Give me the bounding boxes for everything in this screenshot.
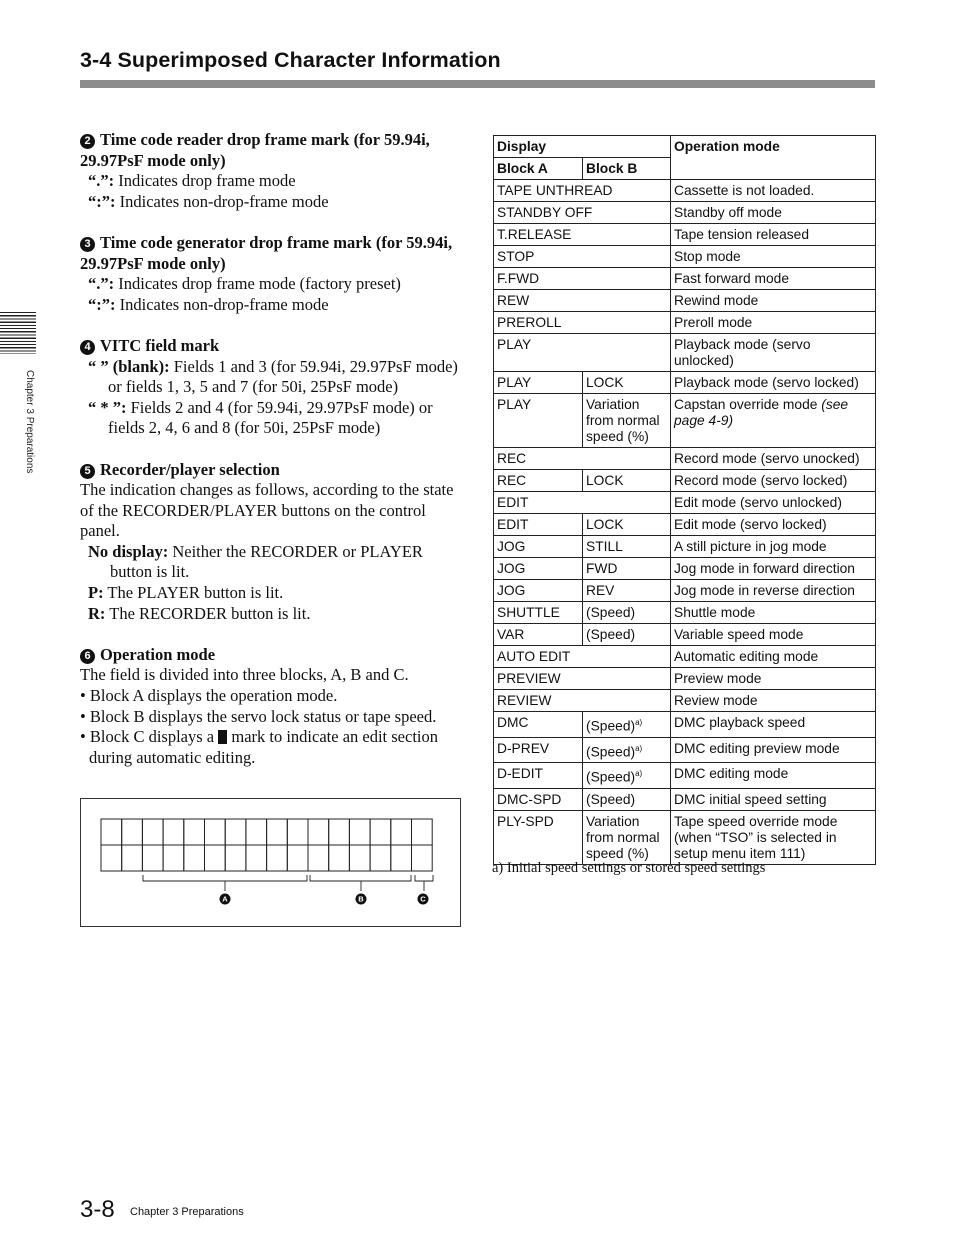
table-row [494, 492, 876, 514]
definition-item: “:”: Indicates non-drop-frame mode [88, 294, 329, 314]
character-cell [205, 819, 226, 845]
cell-block-a: PREROLL [494, 312, 671, 334]
character-cell [122, 819, 143, 845]
section-4 [80, 336, 462, 439]
bullet-item: • Block C displays a mark to indicate an edit section during automatic editing. [80, 727, 438, 767]
left-column [80, 130, 462, 789]
character-cell [370, 819, 391, 845]
section-3-heading [80, 233, 462, 274]
cell-operation-mode: Preview mode [671, 668, 876, 690]
table-row [494, 268, 876, 290]
cell-operation-mode: Preroll mode [671, 312, 876, 334]
header-block-a: Block A [494, 158, 583, 180]
number-5-icon: 5 [80, 464, 95, 479]
bullet-item: • Block A displays the operation mode. [80, 686, 338, 706]
cell-operation-mode: Automatic editing mode [671, 646, 876, 668]
cell-block-b: REV [583, 580, 671, 602]
table-row [494, 470, 876, 492]
character-cell [391, 845, 412, 871]
cell-block-a: DMC [494, 712, 583, 738]
cell-block-a: PLAY [494, 334, 671, 372]
label-b: B [358, 894, 364, 904]
table-row [494, 763, 876, 789]
definition-item: “.”: Indicates drop frame mode [88, 171, 296, 191]
cell-block-a: T.RELEASE [494, 224, 671, 246]
footnote-ref: a) [635, 743, 643, 753]
character-cell [184, 845, 205, 871]
character-cell [142, 845, 163, 871]
character-cell [267, 819, 288, 845]
cell-operation-mode: Rewind mode [671, 290, 876, 312]
section-4-heading [80, 336, 462, 357]
chapter-tab-marker [0, 312, 36, 354]
cell-block-a: JOG [494, 536, 583, 558]
number-6-icon: 6 [80, 649, 95, 664]
character-cell [267, 845, 288, 871]
page-number: 3-8 [80, 1196, 115, 1223]
table-row [494, 514, 876, 536]
cell-block-a: EDIT [494, 492, 671, 514]
cell-block-b: Variation from normal speed (%) [583, 810, 671, 864]
character-cells-diagram [81, 799, 460, 926]
table-row [494, 394, 876, 448]
table-row [494, 180, 876, 202]
cell-operation-mode: DMC editing preview mode [671, 737, 876, 763]
cell-block-b: LOCK [583, 470, 671, 492]
cell-operation-mode: Jog mode in reverse direction [671, 580, 876, 602]
cell-operation-mode: Review mode [671, 690, 876, 712]
display-block-diagram [80, 798, 461, 927]
character-cell [225, 845, 246, 871]
character-cell [142, 819, 163, 845]
cell-block-a: D-EDIT [494, 763, 583, 789]
character-cell [391, 819, 412, 845]
table-row [494, 372, 876, 394]
table-row [494, 246, 876, 268]
label-a: A [222, 894, 228, 904]
cell-block-a: VAR [494, 624, 583, 646]
header-operation-mode: Operation mode [671, 136, 876, 180]
cell-block-a: EDIT [494, 514, 583, 536]
table-row [494, 624, 876, 646]
cell-block-a: DMC-SPD [494, 788, 583, 810]
cell-block-b: FWD [583, 558, 671, 580]
table-row [494, 448, 876, 470]
cell-block-a: TAPE UNTHREAD [494, 180, 671, 202]
cell-operation-mode: Playback mode (servo unlocked) [671, 334, 876, 372]
table-row [494, 202, 876, 224]
number-2-icon: 2 [80, 134, 95, 149]
edit-mark-icon [218, 730, 227, 744]
section-5-intro: The indication changes as follows, according to the state of the RECORDER/PLAYER buttons on the control panel. [80, 480, 454, 541]
cell-block-b: LOCK [583, 514, 671, 536]
section-3 [80, 233, 462, 315]
cell-block-b: (Speed) [583, 624, 671, 646]
cell-block-a: STOP [494, 246, 671, 268]
character-cell [184, 819, 205, 845]
cell-block-b: (Speed) [583, 602, 671, 624]
table-row [494, 810, 876, 864]
cell-operation-mode: Edit mode (servo locked) [671, 514, 876, 536]
header-block-b: Block B [583, 158, 671, 180]
table-row [494, 290, 876, 312]
table-row [494, 712, 876, 738]
cell-block-a: REW [494, 290, 671, 312]
cell-block-a: PLY-SPD [494, 810, 583, 864]
table-row [494, 334, 876, 372]
cell-block-a: JOG [494, 580, 583, 602]
table-row [494, 224, 876, 246]
cell-operation-mode: A still picture in jog mode [671, 536, 876, 558]
cell-operation-mode: Record mode (servo locked) [671, 470, 876, 492]
definition-item: “ ” (blank): Fields 1 and 3 (for 59.94i, 29.97PsF mode) or fields 1, 3, 5 and 7 (for 50i, 25PsF mode) [88, 356, 458, 397]
section-5-heading [80, 460, 462, 481]
table-row [494, 737, 876, 763]
character-cell [225, 819, 246, 845]
label-c: C [420, 894, 426, 904]
cell-block-a: STANDBY OFF [494, 202, 671, 224]
footnote-ref: a) [635, 718, 643, 727]
cell-block-a: REC [494, 470, 583, 492]
operation-mode-table [493, 135, 876, 865]
bullet-item: • Block B displays the servo lock status or tape speed. [80, 706, 437, 726]
cell-block-b: (Speed)$^{a)}$ [583, 737, 671, 763]
character-cell [370, 845, 391, 871]
section-6-title: Operation mode [100, 644, 216, 664]
cell-operation-mode: DMC playback speed [671, 712, 876, 738]
character-cell [329, 845, 350, 871]
section-2-title: Time code reader drop frame mark (for 59.94i, 29.97PsF mode only) [80, 130, 430, 170]
section-6-intro: The field is divided into three blocks, A, B and C. [80, 665, 409, 685]
cell-operation-mode: DMC initial speed setting [671, 788, 876, 810]
footer-chapter: Chapter 3 Preparations [130, 1206, 244, 1218]
cell-operation-mode: Shuttle mode [671, 602, 876, 624]
character-cell [101, 819, 122, 845]
table-row [494, 312, 876, 334]
cell-operation-mode: Standby off mode [671, 202, 876, 224]
section-2-heading [80, 130, 462, 171]
table-row [494, 690, 876, 712]
cell-block-b: STILL [583, 536, 671, 558]
section-2 [80, 130, 462, 212]
cell-block-a: PREVIEW [494, 668, 671, 690]
cell-block-a: SHUTTLE [494, 602, 583, 624]
cell-block-b: (Speed)$^{a)}$ [583, 763, 671, 789]
character-cell [308, 819, 329, 845]
cell-operation-mode: Variable speed mode [671, 624, 876, 646]
definition-item: “ * ”: Fields 2 and 4 (for 59.94i, 29.97PsF mode) or fields 2, 4, 6 and 8 (for 50i, 25PsF mode) [88, 397, 433, 438]
definition-item: R: The RECORDER button is lit. [88, 603, 311, 623]
number-3-icon: 3 [80, 237, 95, 252]
cell-operation-mode: Stop mode [671, 246, 876, 268]
table-row [494, 580, 876, 602]
character-cell [329, 819, 350, 845]
section-5-title: Recorder/player selection [100, 459, 280, 479]
cell-operation-mode: Edit mode (servo unlocked) [671, 492, 876, 514]
cell-block-a: PLAY [494, 394, 583, 448]
section-5 [80, 460, 462, 625]
cell-block-a: AUTO EDIT [494, 646, 671, 668]
definition-item: P: The PLAYER button is lit. [88, 583, 284, 603]
character-cell [205, 845, 226, 871]
character-cell [122, 845, 143, 871]
definition-item: “.”: Indicates drop frame mode (factory preset) [88, 274, 401, 294]
cell-block-a: F.FWD [494, 268, 671, 290]
cell-operation-mode: Jog mode in forward direction [671, 558, 876, 580]
cell-operation-mode: Record mode (servo unocked) [671, 448, 876, 470]
table-footnote: a) Initial speed settings or stored speed settings [492, 860, 766, 876]
section-title: 3-4 Superimposed Character Information [80, 48, 501, 72]
character-cell [163, 845, 184, 871]
table-header-row [494, 136, 876, 158]
definition-item: No display: Neither the RECORDER or PLAYER button is lit. [88, 541, 423, 582]
cell-operation-mode: Tape tension released [671, 224, 876, 246]
cell-operation-mode: Cassette is not loaded. [671, 180, 876, 202]
table-row [494, 602, 876, 624]
section-6 [80, 645, 462, 769]
block-a-bracket [143, 875, 307, 881]
character-cell [349, 819, 370, 845]
block-c-bracket [415, 875, 433, 881]
table-row [494, 646, 876, 668]
cell-block-a: REC [494, 448, 671, 470]
character-cell [246, 819, 267, 845]
footnote-ref: a) [635, 769, 643, 779]
table-row [494, 536, 876, 558]
character-cell [163, 819, 184, 845]
section-4-title: VITC field mark [100, 335, 220, 355]
cell-operation-mode: Playback mode (servo locked) [671, 372, 876, 394]
cell-operation-mode: Tape speed override mode (when “TSO” is selected in setup menu item 111) [671, 810, 876, 864]
table-row [494, 558, 876, 580]
character-cell [412, 845, 433, 871]
number-4-icon: 4 [80, 340, 95, 355]
section-6-heading [80, 645, 462, 666]
cell-operation-mode: Fast forward mode [671, 268, 876, 290]
definition-item: “:”: Indicates non-drop-frame mode [88, 191, 329, 211]
table-row [494, 668, 876, 690]
cell-block-a: PLAY [494, 372, 583, 394]
header-display: Display [494, 136, 671, 158]
header-rule [80, 80, 875, 88]
cell-block-b: Variation from normal speed (%) [583, 394, 671, 448]
chapter-side-label: Chapter 3 Preparations [24, 370, 35, 474]
cell-block-b: LOCK [583, 372, 671, 394]
cell-operation-mode: Capstan override mode (see page 4-9) [671, 394, 876, 448]
character-cell [308, 845, 329, 871]
character-cell [101, 845, 122, 871]
character-cell [349, 845, 370, 871]
cell-operation-mode: DMC editing mode [671, 763, 876, 789]
cell-block-a: D-PREV [494, 737, 583, 763]
block-b-bracket [310, 875, 411, 881]
cell-block-b: (Speed) [583, 788, 671, 810]
section-3-title: Time code generator drop frame mark (for 59.94i, 29.97PsF mode only) [80, 232, 453, 273]
character-cell [287, 845, 308, 871]
cell-block-a: JOG [494, 558, 583, 580]
character-cell [287, 819, 308, 845]
cell-block-a: REVIEW [494, 690, 671, 712]
character-cell [412, 819, 433, 845]
character-cell [246, 845, 267, 871]
cell-block-b: (Speed)$^{a)}$ [583, 712, 671, 738]
table-row [494, 788, 876, 810]
